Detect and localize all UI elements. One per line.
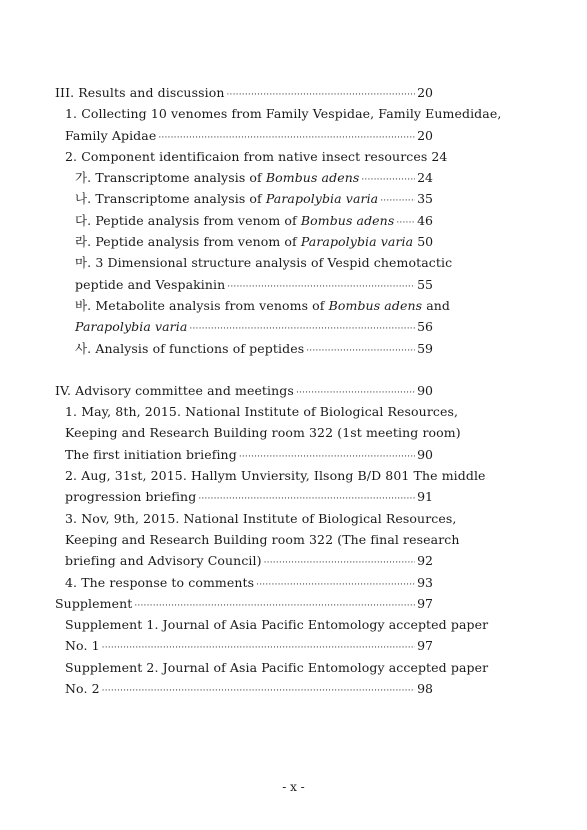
toc-entry-title (65, 146, 427, 167)
toc-entry (55, 401, 459, 422)
toc-entry-title (65, 103, 501, 124)
toc-entry (55, 167, 433, 188)
toc-entry-title (75, 210, 394, 231)
toc-page-number: 20 (417, 127, 433, 143)
table-of-contents (55, 82, 502, 699)
toc-page-number: 20 (417, 85, 433, 100)
toc-entry (55, 188, 433, 209)
toc-entry-title (75, 231, 413, 252)
toc-entry (55, 657, 489, 678)
toc-title-segment: 라. Peptide analysis from venom of (75, 234, 301, 250)
toc-title-segment: 2. Component identificaion from native insect resources (65, 148, 428, 164)
toc-entry (55, 422, 461, 443)
toc-title-segment: Family Apidae (65, 127, 157, 143)
toc-title-segment: 나. Transcriptome analysis of (75, 191, 266, 207)
toc-title-segment: briefing and Advisory Council) (65, 553, 262, 569)
toc-page-number: 93 (417, 574, 433, 590)
toc-page-number: 97 (417, 595, 433, 611)
toc-page-number: 56 (417, 319, 433, 335)
toc-entry-title (65, 529, 460, 550)
toc-title-segment: Keeping and Research Building room 322 (The final research (65, 531, 460, 547)
toc-title-segment: 1. May, 8th, 2015. National Institute of Biological Resources, (65, 404, 459, 420)
toc-title-segment: 가. Transcriptome analysis of (75, 170, 266, 186)
toc-title-segment: 2. Aug, 31st, 2015. Hallym Unviersity, Ilsong B/D 801 The middle (65, 468, 486, 484)
toc-entry-title (65, 444, 237, 465)
toc-page-number: 97 (417, 638, 433, 654)
toc-title-segment: IV. Advisory committee and meetings (55, 382, 294, 398)
toc-title-segment: 바. Metabolite analysis from venoms of (75, 297, 329, 313)
toc-entry-title (75, 338, 304, 359)
toc-title-segment: 사. Analysis of functions of peptides (75, 340, 305, 356)
toc-title-segment: Parapolybia varia (265, 191, 379, 207)
toc-entry (55, 635, 433, 656)
toc-title-segment: Supplement (55, 595, 133, 611)
toc-entry (55, 486, 433, 507)
toc-page-number: 59 (417, 340, 433, 356)
toc-title-segment: Bombus adens (300, 212, 395, 228)
toc-page-number: 35 (417, 191, 433, 207)
toc-entry-title (75, 252, 452, 273)
toc-page-number: 98 (417, 681, 433, 697)
toc-title-segment: No. 1 (65, 638, 100, 654)
toc-title-segment: 4. The response to comments (65, 574, 255, 590)
toc-entry-title (55, 380, 294, 401)
toc-entry (55, 614, 489, 635)
toc-title-segment: The first initiation briefing (65, 446, 237, 462)
toc-entry (55, 550, 433, 571)
toc-entry (55, 338, 433, 359)
toc-entry (55, 210, 433, 231)
toc-page-number: 90 (417, 446, 433, 462)
toc-title-segment: Supplement 1. Journal of Asia Pacific Entomology accepted paper (65, 617, 489, 633)
toc-title-segment: 마. 3 Dimensional structure analysis of Vespid chemotactic (75, 255, 453, 271)
toc-entry (55, 316, 433, 337)
toc-entry (55, 125, 433, 146)
toc-entry (55, 465, 486, 486)
toc-title-segment: Supplement 2. Journal of Asia Pacific Entomology accepted paper (65, 659, 489, 675)
toc-entry (55, 82, 433, 103)
toc-entry (55, 146, 448, 167)
toc-entry (55, 529, 460, 550)
dot-leader (102, 681, 415, 702)
toc-title-segment: 다. Peptide analysis from venom of (75, 212, 301, 228)
toc-entry-title (65, 635, 100, 656)
toc-entry-title (75, 316, 187, 337)
toc-entry-title (65, 422, 461, 443)
toc-entry-title (55, 593, 132, 614)
toc-title-segment: 1. Collecting 10 venomes from Family Vespidae, Family Eumedidae, (65, 106, 502, 122)
toc-entry-title (65, 614, 488, 635)
toc-entry (55, 103, 502, 124)
toc-entry (55, 295, 451, 316)
toc-title-segment: Parapolybia varia (300, 234, 414, 250)
toc-page-number: 50 (417, 234, 434, 250)
toc-entry-title (65, 125, 156, 146)
toc-spacer (55, 359, 433, 380)
toc-entry-title (65, 401, 458, 422)
toc-entry (55, 593, 433, 614)
toc-page-number: 90 (417, 382, 433, 398)
toc-title-segment: Keeping and Research Building room 322 (1st meeting room) (65, 425, 461, 441)
toc-entry (55, 231, 433, 252)
toc-entry-title (65, 508, 456, 529)
page-number: - x - (282, 780, 305, 794)
toc-page-number: 46 (417, 212, 433, 228)
toc-title-segment: peptide and Vespakinin (75, 276, 226, 292)
toc-title-segment: Parapolybia varia (75, 319, 188, 335)
toc-entry-title (75, 167, 359, 188)
toc-entry (55, 252, 453, 273)
toc-title-segment: and (422, 297, 451, 313)
toc-entry (55, 444, 433, 465)
toc-entry-title (65, 678, 100, 699)
toc-entry (55, 274, 433, 295)
toc-entry-title (75, 274, 225, 295)
toc-page-number: 24 (417, 170, 433, 186)
toc-page-number: 24 (431, 148, 448, 164)
toc-title-segment: 3. Nov, 9th, 2015. National Institute of Biological Resources, (65, 510, 457, 526)
toc-title-segment: Bombus adens (265, 170, 360, 186)
toc-title-segment: Bombus adens (328, 297, 423, 313)
toc-entry (55, 572, 433, 593)
toc-page-number: 92 (417, 553, 433, 569)
toc-title-segment: III. Results and discussion (55, 85, 225, 100)
toc-entry (55, 508, 457, 529)
toc-entry-title (65, 657, 488, 678)
toc-entry-title (65, 486, 196, 507)
toc-entry-title (65, 572, 254, 593)
toc-page-number: 91 (417, 489, 433, 505)
toc-entry (55, 380, 433, 401)
toc-entry-title (65, 465, 486, 486)
toc-entry-title (75, 188, 378, 209)
toc-entry-title (55, 82, 225, 103)
toc-entry (55, 678, 433, 699)
toc-title-segment: progression briefing (65, 489, 197, 505)
toc-title-segment: No. 2 (65, 681, 100, 697)
toc-entry-title (75, 295, 450, 316)
toc-page-number: 55 (417, 276, 433, 292)
toc-entry-title (65, 550, 262, 571)
